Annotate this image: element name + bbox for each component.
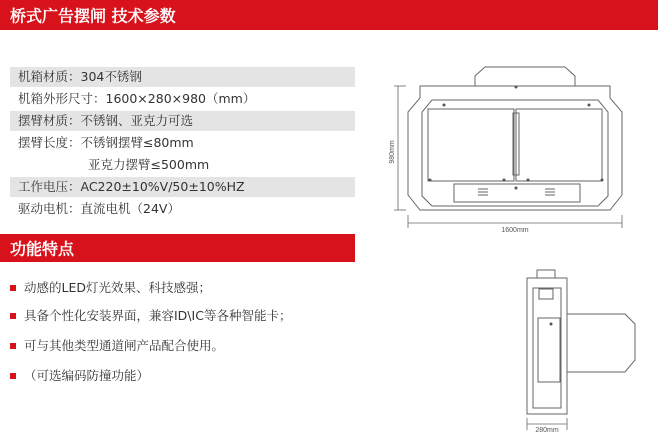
features-title: 功能特点 [10, 239, 75, 259]
spec-row-arm-length-acrylic: 亚克力摆臂≤500mm [88, 157, 210, 172]
page-title: 桥式广告摆闸 技术参数 [10, 6, 176, 26]
feature-item: 可与其他类型通道闸产品配合使用。 [10, 336, 224, 356]
spec-row-motor: 驱动电机：直流电机（24V） [18, 201, 180, 216]
feature-item: 具备个性化安装界面，兼容ID\IC等各种智能卡； [10, 306, 291, 326]
bullet-icon [10, 313, 16, 319]
spec-row-material: 机箱材质：304不锈钢 [10, 67, 355, 87]
spec-row-dimensions: 机箱外形尺寸：1600×280×980（mm） [18, 91, 256, 106]
bullet-icon [10, 373, 16, 379]
side-view-drawing [505, 264, 655, 439]
spec-row-arm-length: 摆臂长度：不锈钢摆臂≤80mm [18, 135, 194, 150]
width-dimension-label: 1600mm [501, 227, 529, 234]
features-banner [0, 234, 355, 262]
header-banner [0, 0, 658, 30]
bullet-icon [10, 285, 16, 291]
spec-row-voltage: 工作电压：AC220±10%V/50±10%HZ [10, 177, 355, 197]
feature-item: （可选编码防撞功能） [10, 366, 149, 386]
bullet-icon [10, 343, 16, 349]
height-dimension-label: 980mm [389, 140, 396, 164]
side-width-dimension-label: 280mm [535, 427, 559, 434]
spec-row-arm-material: 摆臂材质：不锈钢、亚克力可选 [10, 111, 355, 131]
feature-item: 动感的LED灯光效果、科技感强； [10, 278, 211, 298]
front-view-drawing [380, 60, 650, 240]
